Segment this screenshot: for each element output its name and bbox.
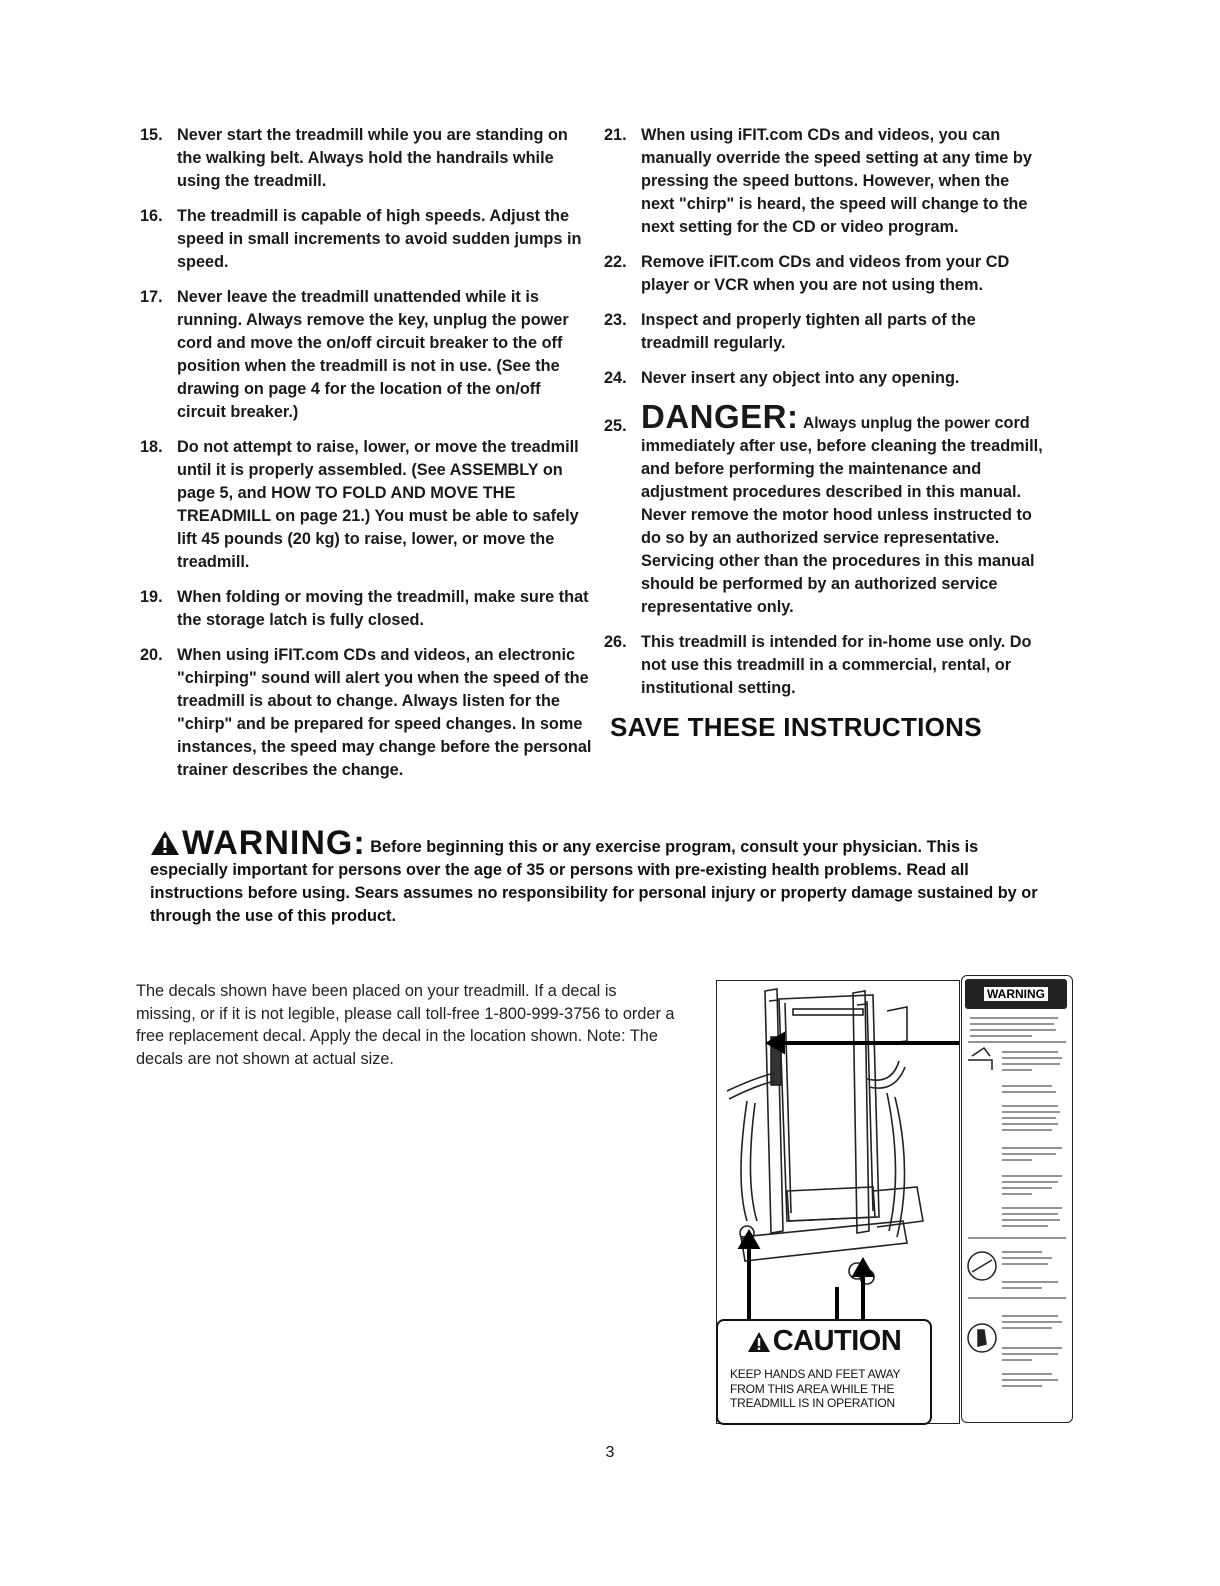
danger-heading: DANGER: (641, 398, 799, 435)
item-text: Never leave the treadmill unattended while it is running. Always remove the key, unplug the power cord and move the on/off circuit breaker to the off position when the treadmill is not in use. (See the drawing on page 4 for the location of the on/off circuit breaker.) (177, 288, 569, 421)
item-number: 17. (140, 288, 163, 306)
page-number: 3 (605, 1444, 615, 1461)
caution-decal-text: KEEP HANDS AND FEET AWAY FROM THIS AREA WHILE THE TREADMILL IS IN OPERATION (730, 1367, 901, 1410)
warning-text: Before beginning this or any exercise program, consult your physician. This is especially important for persons over the age of 35 or persons with pre-existing health problems. Read all instructions before using. Sears assumes no responsibility for personal injury or property damage sustained by or through the use of this product. (150, 838, 1038, 925)
save-instructions-heading: SAVE THESE INSTRUCTIONS (610, 712, 982, 742)
left-column (140, 124, 592, 794)
safety-item-23 (604, 309, 1044, 355)
safety-item-16 (140, 205, 592, 274)
item-number: 23. (604, 311, 627, 329)
safety-item-17 (140, 286, 592, 424)
safety-item-20 (140, 644, 592, 782)
item-text: Do not attempt to raise, lower, or move the treadmill until it is properly assembled. (See ASSEMBLY on page 5, and HOW TO FOLD AND MOVE THE TREADMILL on page 21.) You must be able to safely lift 45 pounds (20 kg) to raise, lower, or move the treadmill. (177, 438, 579, 571)
safety-item-21 (604, 124, 1044, 239)
item-number: 20. (140, 646, 163, 664)
safety-item-26 (604, 631, 1044, 700)
safety-item-15 (140, 124, 592, 193)
item-number: 19. (140, 588, 163, 606)
item-number: 22. (604, 253, 627, 271)
right-column (604, 124, 1044, 743)
safety-item-18 (140, 436, 592, 574)
item-number: 15. (140, 126, 163, 144)
warning-decal-header (965, 979, 1067, 1009)
safety-item-19 (140, 586, 592, 632)
warning-triangle-icon (150, 830, 180, 856)
item-number: 26. (604, 633, 627, 651)
caution-decal-heading (718, 1325, 930, 1358)
item-text: When folding or moving the treadmill, make sure that the storage latch is fully closed. (177, 588, 589, 629)
safety-item-24 (604, 367, 1044, 390)
safety-item-22 (604, 251, 1044, 297)
danger-notice (604, 398, 1044, 619)
caution-title-text: CAUTION (772, 1325, 902, 1357)
danger-lead-text: Always unplug the power (803, 415, 990, 432)
caution-triangle-icon (747, 1331, 771, 1353)
warning-block (150, 824, 1060, 928)
item-number: 24. (604, 369, 627, 387)
item-number: 25. (604, 417, 627, 435)
item-number: 21. (604, 126, 627, 144)
item-number: 16. (140, 207, 163, 225)
item-text: Never start the treadmill while you are standing on the walking belt. Always hold the handrails while using the treadmill. (177, 126, 568, 190)
item-text: When using iFIT.com CDs and videos, you can manually override the speed setting at any time by pressing the speed buttons. However, when the next "chirp" is heard, the speed will change to the next setting for the CD or video program. (641, 126, 1032, 236)
warning-decal-fine-print (962, 976, 1072, 1422)
warning-heading: WARNING: (182, 824, 366, 862)
item-text: When using iFIT.com CDs and videos, an electronic "chirping" sound will alert you when the speed of the treadmill is about to change. Always listen for the "chirp" and be prepared for speed changes. In some instances, the speed may change before the personal trainer describes the change. (177, 646, 592, 779)
item-text: Inspect and properly tighten all parts of the treadmill regularly. (641, 311, 976, 352)
warning-decal (961, 975, 1073, 1423)
item-text: Never insert any object into any opening. (641, 369, 960, 387)
caution-decal (716, 1319, 932, 1425)
item-text: Remove iFIT.com CDs and videos from your CD player or VCR when you are not using them. (641, 253, 1010, 294)
danger-text: cord immediately after use, before cleaning the treadmill, and before performing the maintenance and adjustment procedures described in this manual. Never remove the motor hood unless instructed to do so by an authorized service representative. Servicing other than the procedures in this manual should be performed by an authorized service representative only. (641, 414, 1043, 616)
item-text: This treadmill is intended for in-home use only. Do not use this treadmill in a commercial, rental, or institutional setting. (641, 633, 1032, 697)
decal-paragraph: The decals shown have been placed on your treadmill. If a decal is missing, or if it is not legible, please call toll-free 1-800-999-3756 to order a free replacement decal. Apply the decal in the location shown. Note: The decals are not shown at actual size. (136, 982, 675, 1068)
warning-decal-title: WARNING (984, 987, 1048, 1001)
item-text: The treadmill is capable of high speeds. Adjust the speed in small increments to avoid sudden jumps in speed. (177, 207, 582, 271)
item-number: 18. (140, 438, 163, 456)
